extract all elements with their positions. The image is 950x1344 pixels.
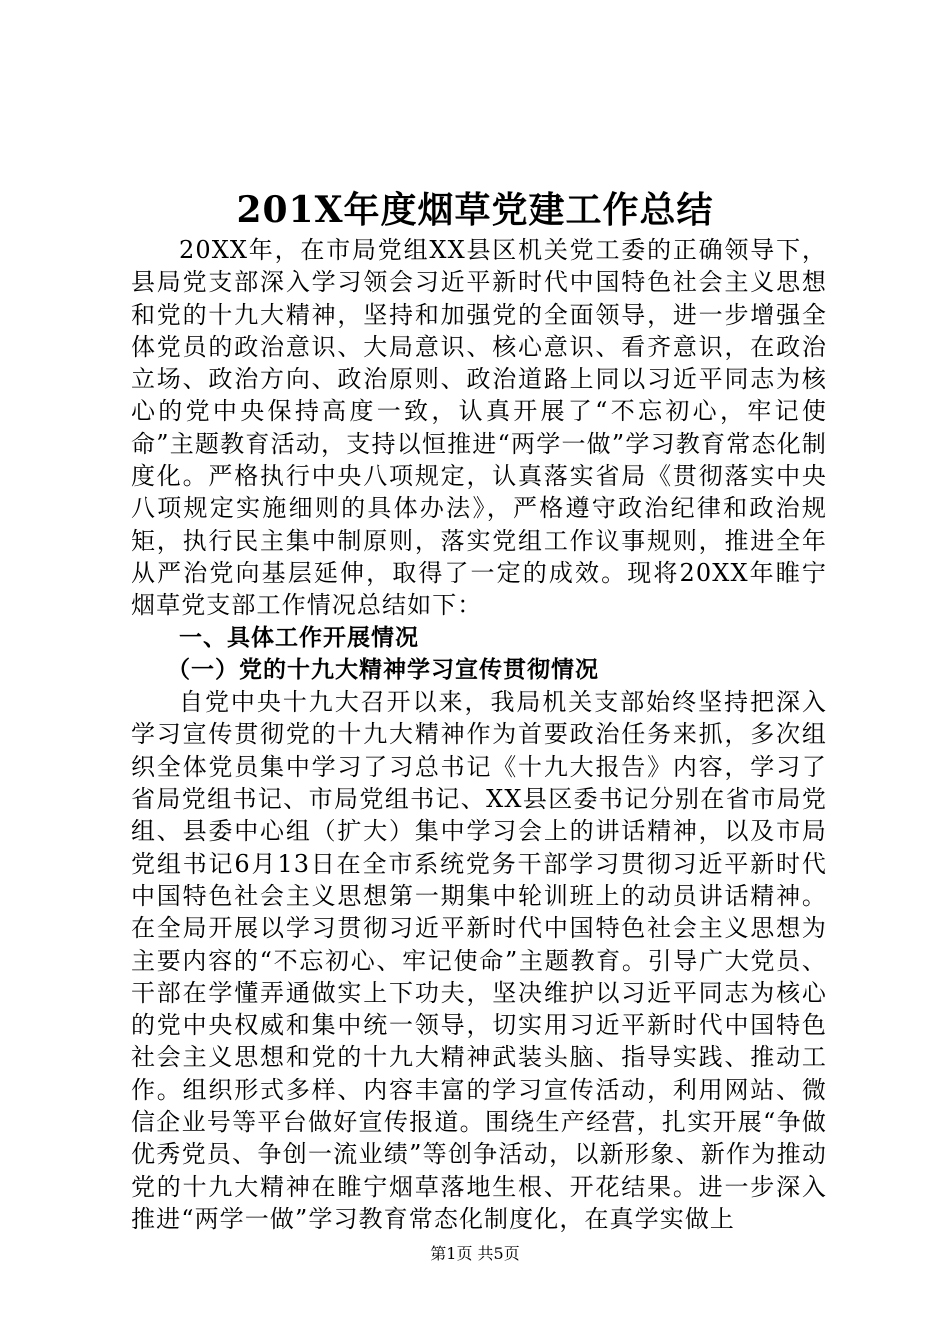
document-title: 201X年度烟草党建工作总结 — [236, 189, 714, 231]
document-body — [131, 234, 827, 1235]
body-paragraph-2: 自党中央十九大召开以来，我局机关支部始终坚持把深入学习宣传贯彻党的十九大精神作为首要政治任务来抓，多次组织全体党员集中学习了习总书记《十九大报告》内容，学习了省局党组书记、市局党组书记、XX县区委书记分别在省市局党组、县委中心组（扩大）集中学习会上的讲话精神，以及市局党组书记6月13日在全市系统党务干部学习贯彻习近平新时代中国特色社会主义思想第一期集中轮训班上的动员讲话精神。在全局开展以学习贯彻习近平新时代中国特色社会主义思想为主要内容的“不忘初心、牢记使命”主题教育。引导广大党员、干部在学懂弄通做实上下功夫，坚决维护以习近平同志为核心的党中央权威和集中统一领导，切实用习近平新时代中国特色社会主义思想和党的十九大精神武装头脑、指导实践、推动工作。组织形式多样、内容丰富的学习宣传活动，利用网站、微信企业号等平台做好宣传报道。围绕生产经营，扎实开展“争做优秀党员、争创一流业绩”等创争活动，以新形象、新作为推动党的十九大精神在睢宁烟草落地生根、开花结果。进一步深入推进“两学一做”学习教育常态化制度化，在真学实做上 — [131, 688, 827, 1233]
subsection-heading-1: （一）党的十九大精神学习宣传贯彻情况 — [167, 656, 599, 683]
page-footer: 第1页 共5页 — [430, 1244, 520, 1263]
section-heading-1: 一、具体工作开展情况 — [179, 624, 419, 651]
intro-paragraph: 20XX年，在市局党组XX县区机关党工委的正确领导下，县局党支部深入学习领会习近平新时代中国特色社会主义思想和党的十九大精神，坚持和加强党的全面领导，进一步增强全体党员的政治意识、大局意识、核心意识、看齐意识，在政治立场、政治方向、政治原则、政治道路上同以习近平同志为核心的党中央保持高度一致，认真开展了“不忘初心，牢记使命”主题教育活动，支持以恒推进“两学一做”学习教育常态化制度化。严格执行中央八项规定，认真落实省局《贯彻落实中央八项规定实施细则的具体办法》，严格遵守政治纪律和政治规矩，执行民主集中制原则，落实党组工作议事规则，推进全年从严治党向基层延伸，取得了一定的成效。现将20XX年睢宁烟草党支部工作情况总结如下： — [131, 236, 827, 620]
